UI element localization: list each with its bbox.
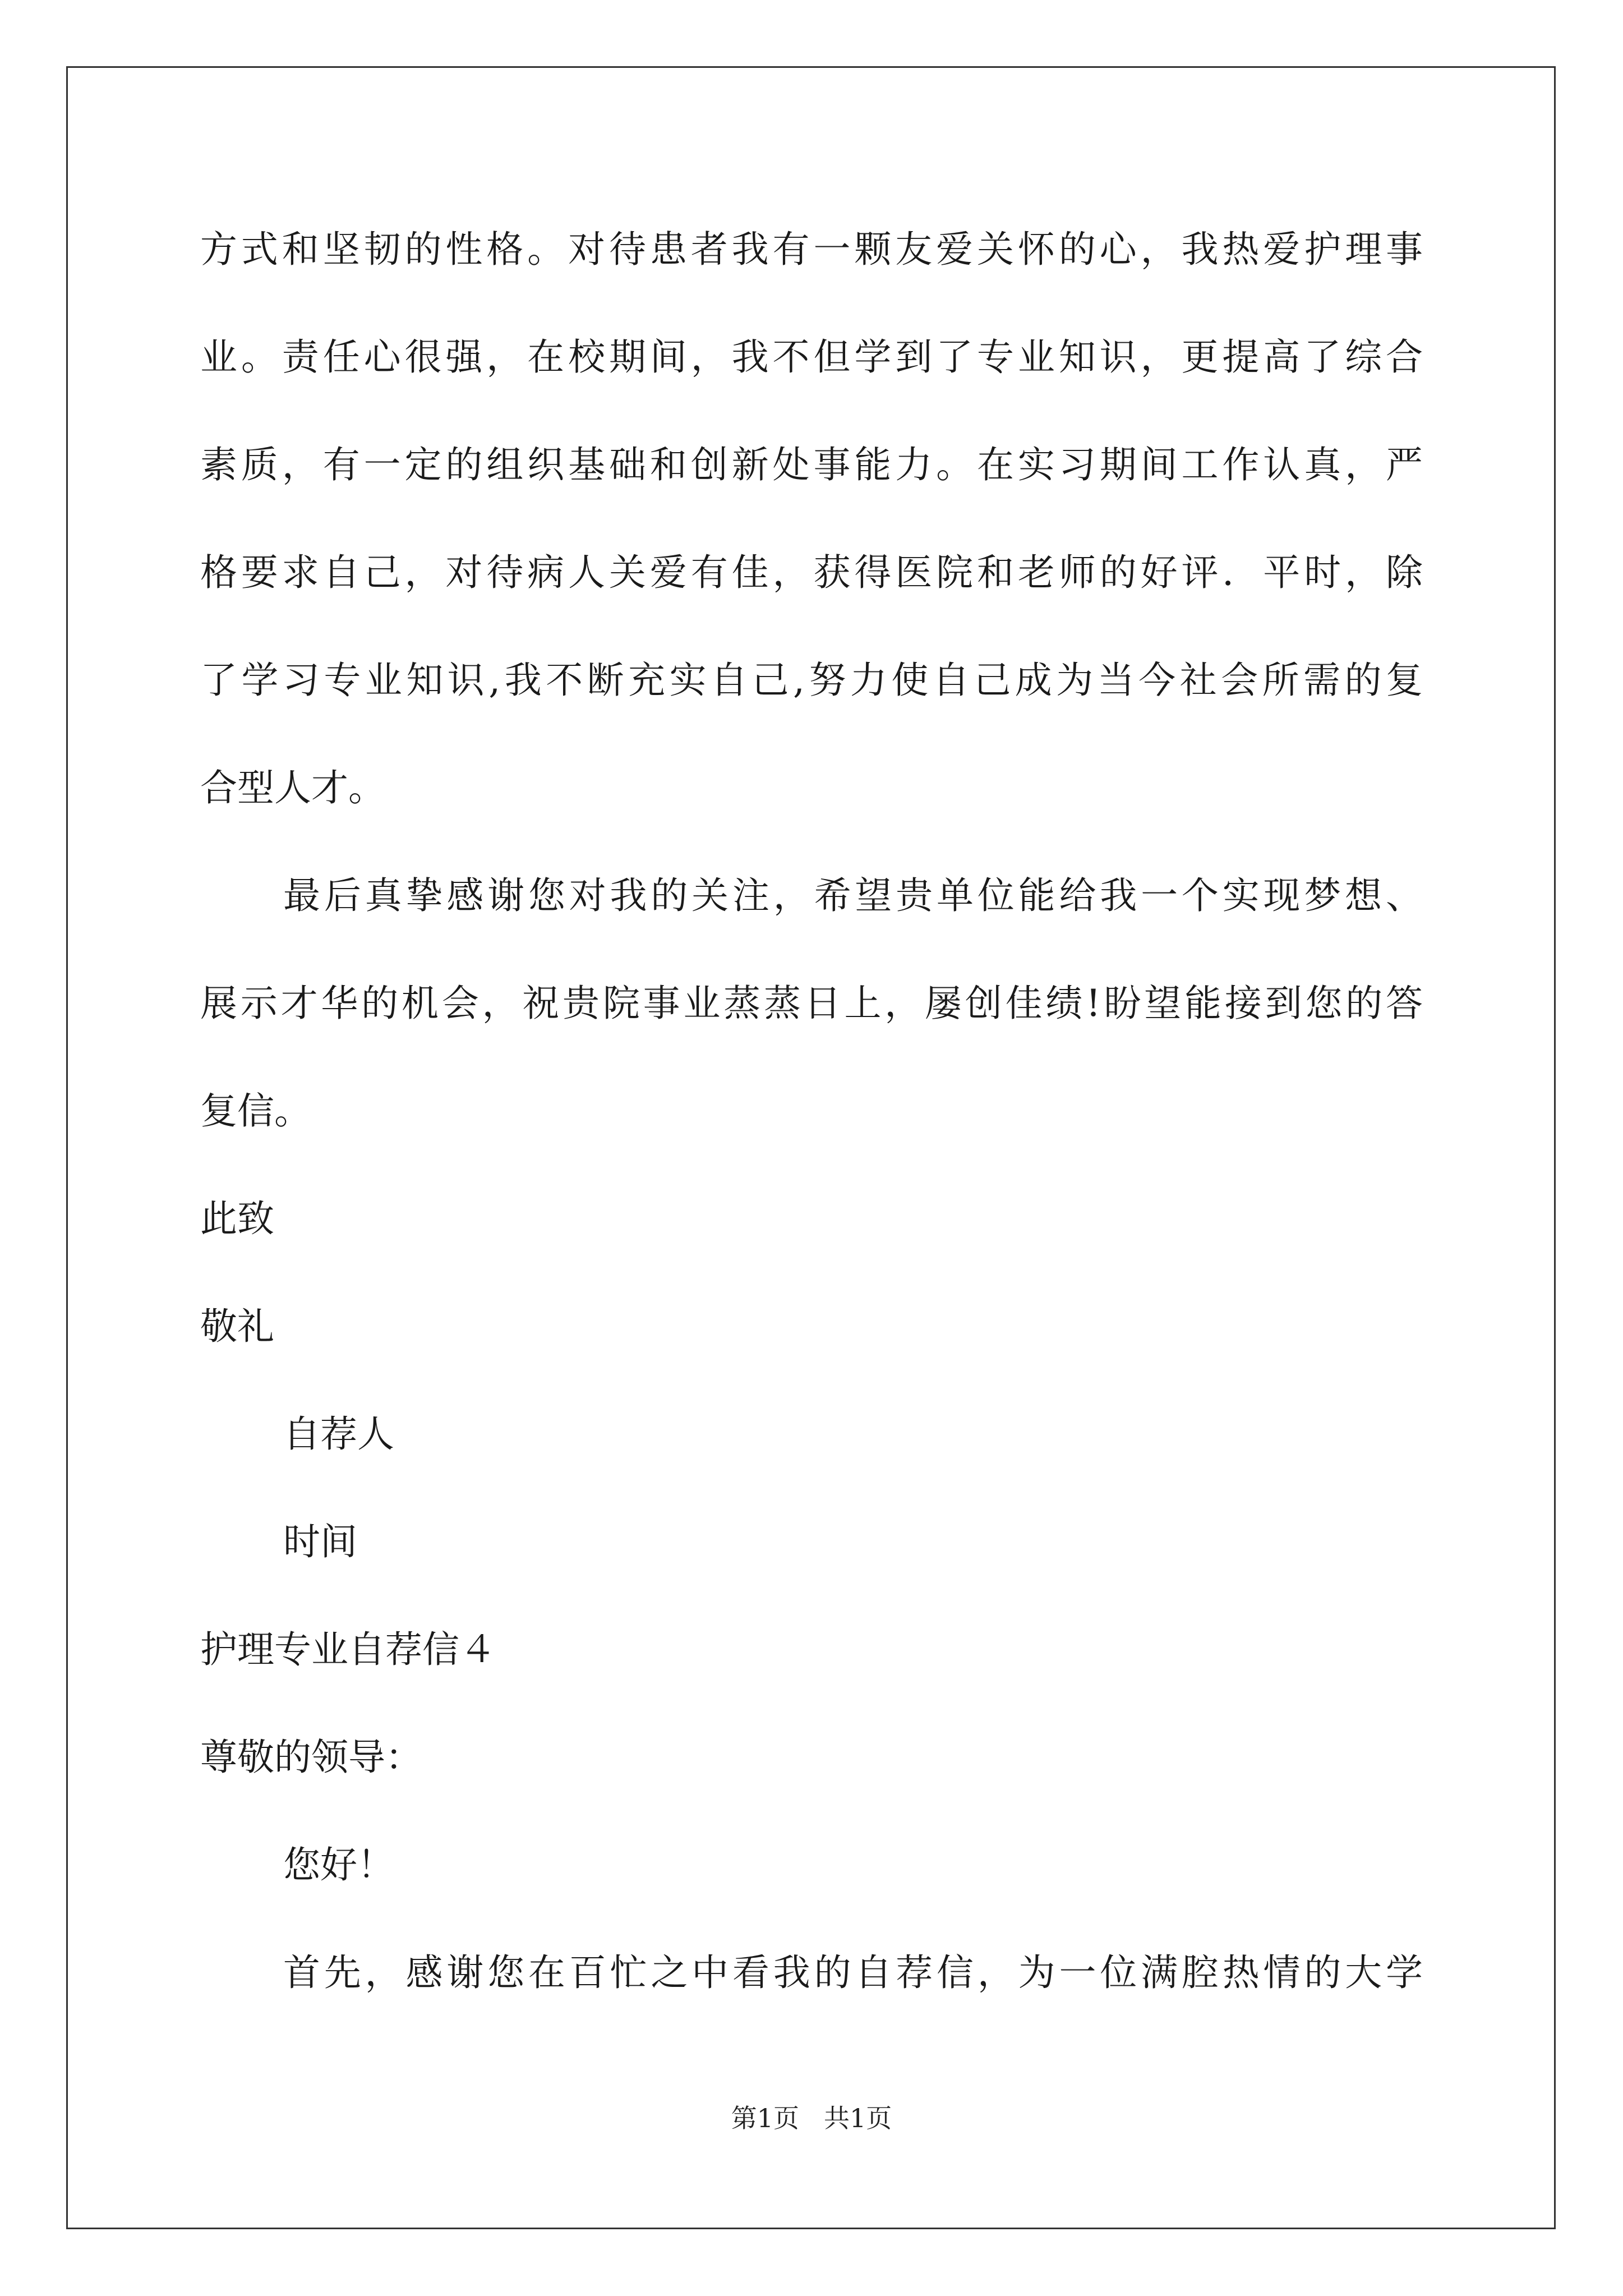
body-line-3: 素质，有一定的组织基础和创新处事能力。在实习期间工作认真，严 [200, 443, 1423, 486]
greeting-line: 尊敬的领导： [200, 1736, 422, 1779]
page-frame [66, 66, 1556, 2229]
body-line-5: 了学习专业知识,我不断充实自己,努力使自己成为当今社会所需的复 [200, 659, 1423, 702]
page-total-label: 共1页 [823, 2103, 892, 2133]
date-label: 时间 [283, 1520, 357, 1563]
page-number-label: 第1页 [731, 2103, 800, 2133]
section-title: 护理专业自荐信４ [200, 1628, 496, 1671]
body-line-1: 方式和坚韧的性格。对待患者我有一颗友爱关怀的心，我热爱护理事 [200, 228, 1423, 271]
hello-line: 您好！ [283, 1843, 394, 1887]
body-line-6: 合型人才。 [200, 766, 385, 809]
body-line-2: 业。责任心很强，在校期间，我不但学到了专业知识，更提高了综合 [200, 335, 1423, 379]
closing-paragraph-line-3: 复信。 [200, 1089, 311, 1133]
closing-paragraph-line-1: 最后真挚感谢您对我的关注，希望贵单位能给我一个实现梦想、 [283, 874, 1423, 917]
closing-paragraph-line-2: 展示才华的机会，祝贵院事业蒸蒸日上，屡创佳绩!盼望能接到您的答 [200, 982, 1423, 1025]
body-line-4: 格要求自己，对待病人关爱有佳，获得医院和老师的好评．平时，除 [200, 551, 1423, 594]
page-footer [0, 2102, 1623, 2134]
intro-paragraph-line-1: 首先，感谢您在百忙之中看我的自荐信，为一位满腔热情的大学 [283, 1951, 1423, 1994]
signature-label: 自荐人 [283, 1412, 394, 1456]
salutation-close-2: 敬礼 [200, 1305, 274, 1348]
salutation-close-1: 此致 [200, 1197, 274, 1240]
